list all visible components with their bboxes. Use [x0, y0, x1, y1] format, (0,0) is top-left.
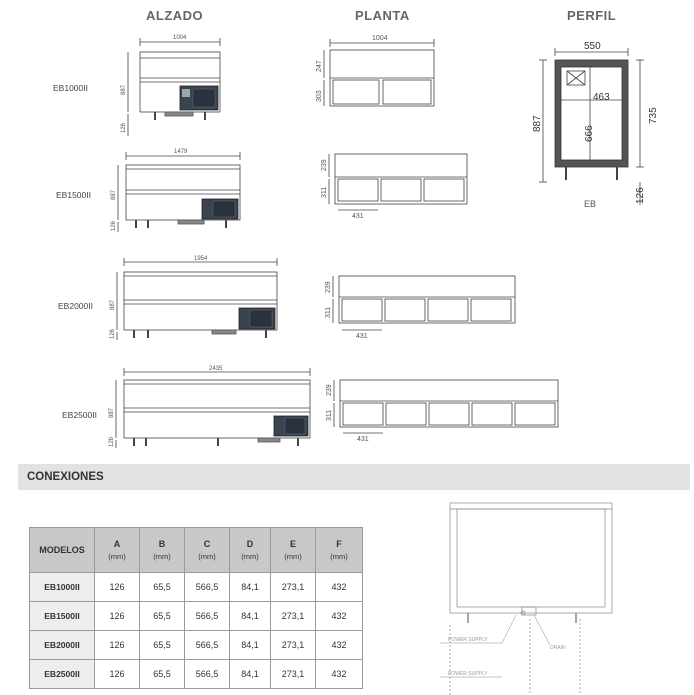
elevation-eb1000	[128, 38, 220, 136]
th-modelos: MODELOS	[30, 528, 95, 573]
cell-model: EB1500II	[30, 602, 95, 631]
cell-e: 273,1	[271, 602, 316, 631]
th-c: C (mm)	[185, 528, 230, 573]
cell-a: 126	[95, 631, 140, 660]
cell-c: 566,5	[185, 631, 230, 660]
th-d: D (mm)	[230, 528, 271, 573]
cell-e: 273,1	[271, 631, 316, 660]
cell-f: 432	[316, 573, 363, 602]
table-row	[30, 602, 363, 631]
cell-d: 84,1	[230, 602, 271, 631]
dim-cell-2: 431	[352, 213, 364, 220]
header-perfil: PERFIL	[567, 8, 617, 23]
dim-h1-3: 887	[110, 299, 116, 310]
cell-c: 566,5	[185, 660, 230, 689]
elevation-eb2000	[117, 258, 277, 340]
cell-a: 126	[95, 660, 140, 689]
dim-h1-2: 887	[111, 189, 117, 200]
dim-width-2: 1479	[174, 149, 188, 155]
cell-e: 273,1	[271, 660, 316, 689]
dim-plan-p2-1: 303	[316, 90, 323, 102]
dim-h2-3: 126	[110, 328, 116, 339]
cell-d: 84,1	[230, 631, 271, 660]
label-drain: DRAIN	[550, 645, 566, 651]
dim-plan-p1-4: 239	[326, 384, 333, 396]
cell-b: 65,5	[140, 573, 185, 602]
cell-d: 84,1	[230, 573, 271, 602]
label-power-supply: POWER SUPPLY	[448, 637, 488, 643]
cell-a: 126	[95, 602, 140, 631]
table-row	[30, 573, 363, 602]
plan-eb1500	[329, 154, 467, 210]
dim-h1-1: 887	[121, 84, 127, 95]
dim-h2-1: 126	[121, 122, 127, 133]
dim-plan-p2-2: 311	[321, 186, 328, 198]
dim-plan-width-1: 1004	[372, 35, 388, 42]
header-alzado: ALZADO	[146, 8, 204, 23]
dim-plan-p1-2: 239	[321, 159, 328, 171]
th-b: B (mm)	[140, 528, 185, 573]
dim-plan-p1-3: 239	[325, 281, 332, 293]
dim-profile-depth: 550	[584, 41, 601, 52]
dim-plan-p2-4: 311	[326, 409, 333, 421]
cell-b: 65,5	[140, 602, 185, 631]
cell-c: 566,5	[185, 602, 230, 631]
th-f: F (mm)	[316, 528, 363, 573]
table-row	[30, 631, 363, 660]
dim-plan-p1-1: 247	[316, 60, 323, 72]
model-label-1: EB1000II	[53, 83, 88, 93]
cell-e: 273,1	[271, 573, 316, 602]
elevation-eb2500	[116, 368, 310, 448]
dim-width-4: 2435	[209, 366, 223, 372]
profile-label: EB	[584, 199, 597, 209]
cell-f: 432	[316, 602, 363, 631]
cell-b: 65,5	[140, 631, 185, 660]
plan-eb2000	[333, 276, 515, 330]
dim-width-1: 1004	[173, 35, 187, 41]
dim-cell-3: 431	[356, 333, 368, 340]
section-title: CONEXIONES	[27, 471, 104, 483]
table-row	[30, 660, 363, 689]
header-planta: PLANTA	[355, 8, 410, 23]
dim-h1-4: 887	[109, 407, 115, 418]
dim-cell-4: 431	[357, 436, 369, 443]
cell-f: 432	[316, 631, 363, 660]
cell-f: 432	[316, 660, 363, 689]
dim-h2-2: 126	[111, 220, 117, 231]
table-header-row	[30, 528, 363, 573]
elevation-eb1500	[118, 152, 240, 232]
th-a: A (mm)	[95, 528, 140, 573]
connections-drawing	[430, 495, 690, 695]
cell-model: EB2500II	[30, 660, 95, 689]
cell-c: 566,5	[185, 573, 230, 602]
cell-d: 84,1	[230, 660, 271, 689]
cell-model: EB2000II	[30, 631, 95, 660]
th-e: E (mm)	[271, 528, 316, 573]
model-label-2: EB1500II	[56, 190, 91, 200]
model-label-4: EB2500II	[62, 410, 97, 420]
dim-width-3: 1954	[194, 256, 208, 262]
dim-profile-inner: 735	[648, 107, 659, 124]
cell-b: 65,5	[140, 660, 185, 689]
plan-eb1000	[324, 39, 434, 106]
cell-model: EB1000II	[30, 573, 95, 602]
connections-table	[29, 527, 363, 689]
section-band	[18, 464, 690, 490]
label-power-supply-2: POWER SUPPLY	[448, 671, 488, 677]
plan-eb2500	[334, 380, 558, 433]
dim-profile-666: 666	[584, 125, 595, 142]
dim-h2-4: 126	[109, 436, 115, 447]
dim-profile-463: 463	[593, 92, 610, 103]
dim-plan-p2-3: 311	[325, 306, 332, 318]
model-label-3: EB2000II	[58, 301, 93, 311]
cell-a: 126	[95, 573, 140, 602]
dim-profile-total: 887	[532, 115, 543, 132]
dim-profile-leg: 126	[635, 187, 646, 204]
